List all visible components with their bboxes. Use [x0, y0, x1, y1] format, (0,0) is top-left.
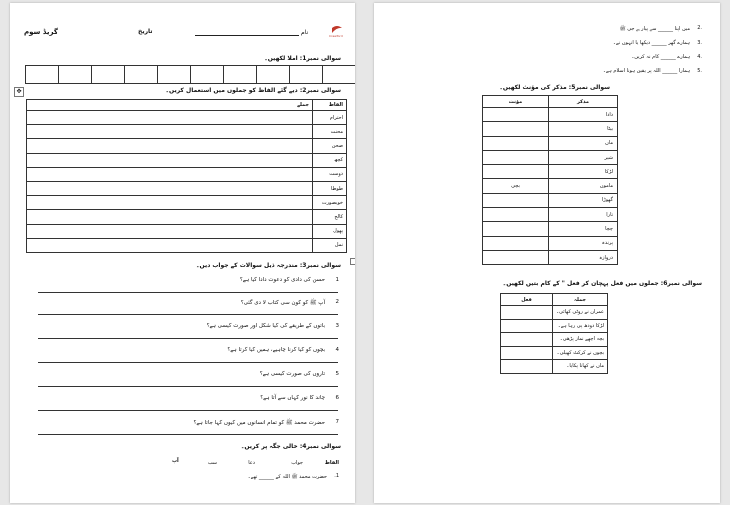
question-text: باتوں کے طریقے کی کیا شکل اور صورت کیسی ہے؟	[206, 323, 325, 329]
sentence-cell[interactable]	[27, 139, 313, 153]
table-row	[483, 208, 618, 222]
table-row	[501, 333, 608, 347]
question-number: 6	[335, 395, 339, 401]
table-row	[483, 250, 618, 264]
verb-cell[interactable]	[501, 333, 553, 347]
masculine-cell: پرندہ	[549, 236, 618, 250]
fill-item-number: 4.	[697, 54, 702, 60]
sentence-cell[interactable]	[27, 125, 313, 139]
masculine-cell: تارا	[549, 208, 618, 222]
sentence-cell: ماں نے کھانا پکایا۔	[553, 360, 608, 374]
date-label: تاریخ	[138, 28, 153, 35]
dictation-box[interactable]	[124, 65, 158, 84]
name-line	[195, 35, 299, 36]
masculine-cell: بیٹا	[549, 122, 618, 136]
table-row	[483, 179, 618, 193]
dictation-box[interactable]	[223, 65, 257, 84]
dictation-box[interactable]	[289, 65, 323, 84]
table-row	[27, 224, 347, 238]
option-3: سب	[207, 460, 217, 466]
question-number: 1	[335, 277, 339, 283]
answer-line[interactable]	[38, 338, 338, 339]
word-cell: نمل	[313, 238, 347, 252]
table-move-handle[interactable]: ✥	[14, 87, 24, 97]
word-cell: احترام	[313, 111, 347, 125]
table-row	[27, 125, 347, 139]
question-text: حضرت محمد ﷺ کو تمام انسانوں میں کیوں کہا جاتا ہے؟	[193, 420, 325, 426]
logo-text: Crawford	[329, 34, 343, 38]
dictation-box[interactable]	[25, 65, 59, 84]
class-label: گریڈ سوم	[24, 28, 58, 36]
col-header-verb: فعل	[501, 294, 553, 306]
masculine-cell: ماں	[549, 136, 618, 150]
q2-title: سوالی نمبر2: دیے گئے الفاظ کو جملوں میں استعمال کریں۔	[165, 87, 341, 94]
col-header-feminine: مؤنث	[483, 96, 549, 108]
table-row	[27, 196, 347, 210]
name-label: نام	[301, 29, 309, 36]
feminine-cell[interactable]	[483, 150, 549, 164]
fill-item-text: ہمارا ______ اللہ پر یقین ہونا اسلام ہے۔	[602, 68, 690, 74]
verb-cell[interactable]	[501, 306, 553, 320]
dictation-box[interactable]	[256, 65, 290, 84]
table-row	[27, 139, 347, 153]
dictation-box[interactable]	[58, 65, 92, 84]
masculine-cell: گھوڑا	[549, 193, 618, 207]
fill-item-1: حضرت محمد ﷺ اللہ کے ______ تھے۔	[247, 474, 327, 480]
verb-cell[interactable]	[501, 346, 553, 360]
option-2: دعا	[248, 460, 255, 466]
table-row	[27, 238, 347, 252]
sentence-cell[interactable]	[27, 167, 313, 181]
options-label: الفاظ	[324, 460, 339, 466]
table-row	[483, 108, 618, 122]
q4-title: سوالی نمبر4: خالی جگہ پر کریں۔	[240, 443, 341, 450]
table-row	[501, 319, 608, 333]
fill-item-number: 5.	[697, 68, 702, 74]
question-text: آپ ﷺ کو کون سی کتاب لا دی گئی؟	[240, 300, 325, 306]
table-row	[27, 111, 347, 125]
word-cell: کالج	[313, 210, 347, 224]
worksheet-page-1	[10, 3, 355, 503]
word-cell: کچھ	[313, 153, 347, 167]
question-text: حسن کی دادی کو دعوت دادا کیا ہے؟	[239, 277, 325, 283]
verbs-table	[500, 293, 608, 374]
sentence-cell[interactable]	[27, 153, 313, 167]
words-table	[26, 99, 347, 253]
q3-title: سوالی نمبر3: مندرجہ ذیل سوالات کے جواب دیں۔	[196, 262, 341, 269]
answer-line[interactable]	[38, 386, 338, 387]
question-number: 5	[335, 371, 339, 377]
fill-item-text: ہمارے ______ کام نہ کریں۔	[631, 54, 690, 60]
question-number: 3	[335, 323, 339, 329]
q1-title: سوالی نمبر1: املا لکھیں۔	[264, 55, 341, 62]
worksheet-page-2	[374, 3, 720, 503]
sentence-cell: عمران نے روٹی کھائی۔	[553, 306, 608, 320]
verb-cell[interactable]	[501, 360, 553, 374]
table-resize-handle[interactable]	[350, 258, 355, 265]
table-row	[483, 122, 618, 136]
q5-title: سوالی نمبر5: مذکر کی مؤنث لکھیں۔	[499, 84, 610, 91]
answer-line[interactable]	[38, 434, 338, 435]
table-row	[501, 306, 608, 320]
table-row	[483, 236, 618, 250]
table-row	[483, 150, 618, 164]
verb-cell[interactable]	[501, 319, 553, 333]
fill-item-text: میں اپنا ______ سے پیار ہے جی ﷺ	[619, 26, 690, 32]
sentence-cell[interactable]	[27, 238, 313, 252]
question-number: 2	[335, 299, 339, 305]
sentence-cell[interactable]	[27, 181, 313, 195]
fill-item-1-number: 1.	[334, 473, 339, 479]
fill-item-number: 3.	[697, 40, 702, 46]
feminine-cell[interactable]	[483, 122, 549, 136]
col-header-masculine: مذکر	[549, 96, 618, 108]
dictation-box[interactable]	[157, 65, 191, 84]
dictation-box[interactable]	[91, 65, 125, 84]
gender-table	[482, 95, 618, 265]
table-row	[483, 165, 618, 179]
dictation-boxes	[26, 65, 355, 84]
word-cell: طوطا	[313, 181, 347, 195]
table-row	[501, 360, 608, 374]
masculine-cell: دادا	[549, 108, 618, 122]
table-row	[483, 136, 618, 150]
question-number: 4	[335, 347, 339, 353]
col-header-sentences: جملے	[27, 100, 313, 111]
table-row	[501, 346, 608, 360]
feminine-cell[interactable]	[483, 236, 549, 250]
dictation-box[interactable]	[190, 65, 224, 84]
answer-line[interactable]	[38, 314, 338, 315]
table-row	[483, 193, 618, 207]
word-cell: دوست	[313, 167, 347, 181]
sentence-cell[interactable]	[27, 196, 313, 210]
word-cell: پھول	[313, 224, 347, 238]
table-row	[483, 222, 618, 236]
fill-item-number: 2.	[697, 25, 702, 31]
dictation-box[interactable]	[322, 65, 355, 84]
table-row	[27, 210, 347, 224]
feminine-cell[interactable]	[483, 208, 549, 222]
feminine-cell[interactable]	[483, 250, 549, 264]
question-text: بچوں کو کیا کرنا چاہیے، ہمیں کیا کرتا ہے؟	[227, 347, 325, 353]
word-cell: خوبصورت	[313, 196, 347, 210]
masculine-cell: دروازہ	[549, 250, 618, 264]
feminine-cell[interactable]	[483, 165, 549, 179]
table-row	[27, 167, 347, 181]
feminine-cell[interactable]	[483, 222, 549, 236]
question-number: 7	[335, 419, 339, 425]
word-cell: صحن	[313, 139, 347, 153]
col-header-words: الفاظ	[313, 100, 347, 111]
sentence-cell: بچہ اچھے نماز پڑھی۔	[553, 333, 608, 347]
feminine-cell[interactable]	[483, 136, 549, 150]
word-cell: محنت	[313, 125, 347, 139]
q6-title: سوالی نمبر6: جملوں میں فعل پہچان کر فعل " کے کام بتیں لکھیں۔	[502, 280, 702, 287]
sentence-cell: لڑکا دودھ پی رہا ہے۔	[553, 319, 608, 333]
sentence-cell: بچوں نے کرکٹ کھیلی۔	[553, 346, 608, 360]
question-text: تاروں کی صورت کیسی ہے؟	[259, 371, 325, 377]
masculine-cell: چچا	[549, 222, 618, 236]
table-row	[27, 153, 347, 167]
sentence-cell[interactable]	[27, 224, 313, 238]
feminine-cell[interactable]	[483, 108, 549, 122]
masculine-cell: ماموں	[549, 179, 618, 193]
answer-line[interactable]	[38, 362, 338, 363]
option-4: آپ	[172, 458, 179, 464]
question-text: چاند کا نور کہاں سے آتا ہے؟	[260, 395, 325, 401]
fill-item-text: ہمارے گھر ______ دیکھا یا انہوں نے۔	[612, 40, 690, 46]
option-1: جواب	[291, 460, 303, 466]
table-row	[27, 181, 347, 195]
feminine-cell[interactable]: بچی	[483, 179, 549, 193]
answer-line[interactable]	[38, 292, 338, 293]
sentence-cell[interactable]	[27, 210, 313, 224]
masculine-cell: شیر	[549, 150, 618, 164]
answer-line[interactable]	[38, 410, 338, 411]
col-header-sentence: جملہ	[553, 294, 608, 306]
school-logo	[328, 23, 346, 37]
sentence-cell[interactable]	[27, 111, 313, 125]
masculine-cell: لڑکا	[549, 165, 618, 179]
feminine-cell[interactable]	[483, 193, 549, 207]
